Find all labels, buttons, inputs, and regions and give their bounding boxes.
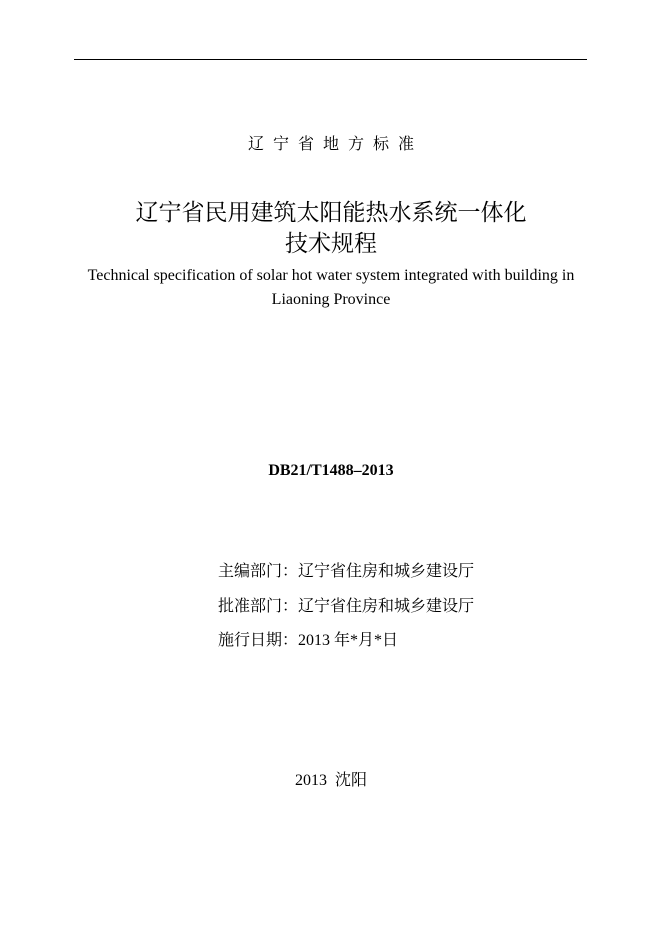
header-rule: [74, 59, 587, 60]
title-en-line-1: Technical specification of solar hot water system integrated with building in: [87, 267, 575, 284]
approval-department: [218, 596, 474, 618]
publication-footer: [0, 770, 662, 792]
publication-city: 沈阳: [334, 772, 367, 789]
publication-year: 2013: [294, 772, 327, 789]
title-cn-line-2: 技术规程: [285, 231, 377, 257]
title-en-line-2: Liaoning Province: [271, 291, 391, 308]
editor-department: [218, 561, 474, 583]
info-value: 辽宁省住房和城乡建设厅: [298, 563, 475, 580]
info-block: [218, 561, 474, 665]
effective-date: [218, 630, 474, 652]
info-label: 施行日期：: [218, 632, 299, 649]
info-label: 批准部门：: [218, 597, 299, 615]
standard-type: 辽宁省地方标准: [247, 136, 423, 153]
title-cn-line-1: 辽宁省民用建筑太阳能热水系统一体化: [135, 200, 527, 226]
standard-code: DB21/T1488–2013: [268, 462, 394, 479]
document-title-en: [60, 264, 602, 312]
info-label: 主编部门：: [218, 563, 299, 580]
info-value: 2013 年*月*日: [298, 632, 399, 649]
info-value: 辽宁省住房和城乡建设厅: [298, 597, 475, 615]
document-title-cn: [0, 198, 662, 260]
